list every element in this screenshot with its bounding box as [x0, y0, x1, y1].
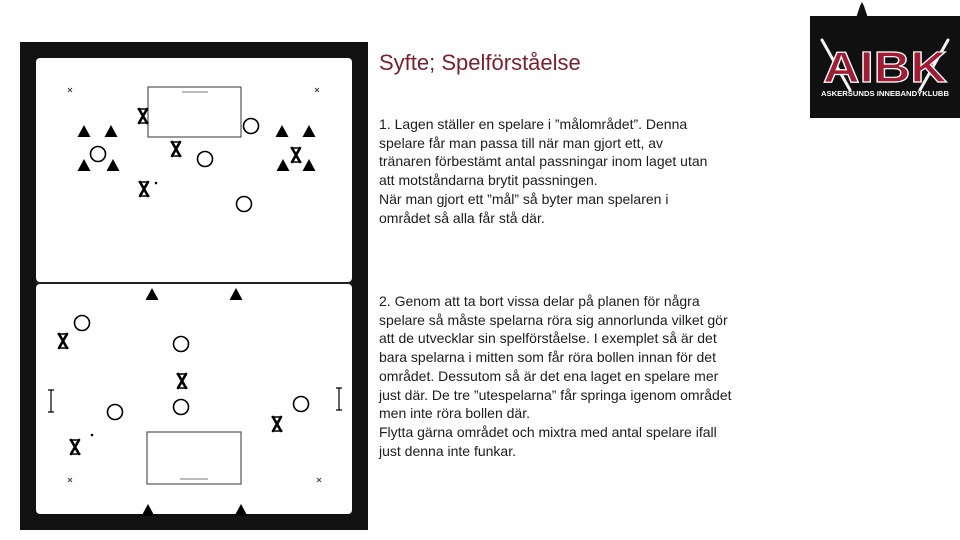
paragraph-1 [379, 115, 791, 227]
paragraph-1-line: spelare får man passa till när man gjort ett, av [379, 134, 664, 151]
slide-title: Syfte; Spelförståelse [379, 50, 581, 75]
paragraph-2-line: 2. Genom att ta bort vissa delar på planen för några [379, 293, 700, 309]
paragraph-2-line: just denna inte funkar. [379, 442, 516, 459]
paragraph-1-line: att motståndarna brytit passningen. [379, 172, 598, 189]
paragraph-2-line: men inte röra bollen där. [379, 405, 530, 422]
paragraph-1-line: tränaren förbestämt antal passningar inom laget utan [379, 153, 708, 170]
logo-subtitle: ASKERSUNDS INNEBANDYKLUBB [821, 89, 950, 98]
paragraph-2-line: Flytta gärna området och mixtra med antal spelare ifall [379, 423, 717, 440]
aibk-logo [810, 2, 960, 118]
paragraph-2-line: spelare så måste spelarna röra sig annorlunda vilket gör [379, 311, 728, 328]
paragraph-1-line: När man gjort ett ”mål” så byter man spelaren i [379, 190, 669, 207]
paragraph-2-line: bara spelarna i mitten som får röra bollen innan för det [379, 349, 716, 366]
paragraph-2-line: området. Dessutom så är det ena laget en spelare mer [379, 367, 719, 384]
paragraph-2 [379, 292, 791, 460]
logo-text: AIBK [823, 43, 948, 92]
paragraph-1-line: området så alla får stå där. [379, 209, 545, 226]
paragraph-1-line: 1. Lagen ställer en spelare i ”målområdet”. Denna [379, 116, 688, 132]
paragraph-2-line: just där. De tre ”utespelarna” får springa igenom området [379, 386, 732, 403]
rink-diagram [20, 42, 368, 530]
paragraph-2-line: att de utvecklar sin spelförståelse. I exemplet så är det [379, 330, 717, 347]
